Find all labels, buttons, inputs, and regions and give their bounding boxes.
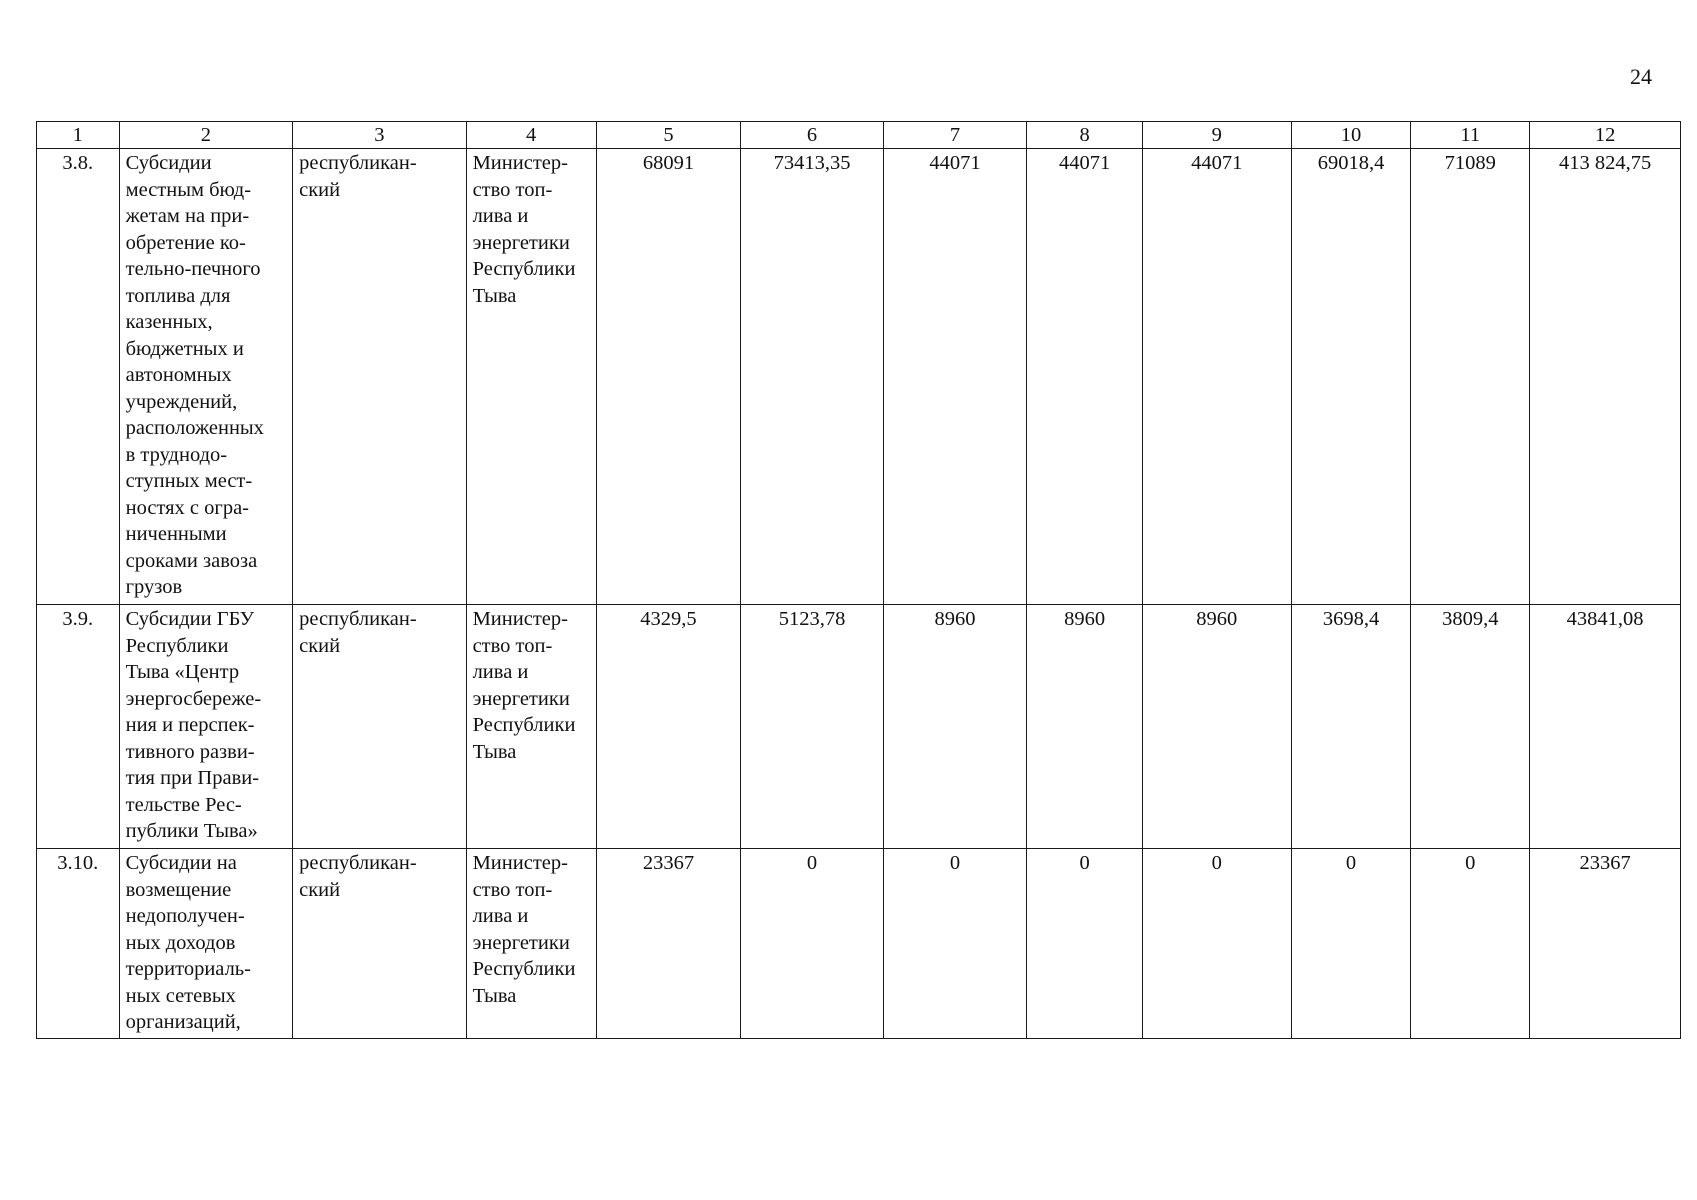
value-cell: 8960 xyxy=(1142,605,1291,849)
total-cell: 23367 xyxy=(1530,849,1681,1039)
header-row xyxy=(37,122,1681,149)
table-row xyxy=(37,149,1681,605)
column-header: 11 xyxy=(1411,122,1530,149)
row-index: 3.9. xyxy=(37,605,120,849)
value-cell: 3809,4 xyxy=(1411,605,1530,849)
value-cell: 8960 xyxy=(1027,605,1143,849)
value-cell: 69018,4 xyxy=(1291,149,1411,605)
value-cell: 44071 xyxy=(1142,149,1291,605)
column-header: 3 xyxy=(293,122,466,149)
value-cell: 5123,78 xyxy=(741,605,884,849)
total-cell: 413 824,75 xyxy=(1530,149,1681,605)
budget-source: республикан- ский xyxy=(293,149,466,605)
executor: Министер- ство топ- лива и энергетики Республики Тыва xyxy=(466,849,596,1039)
column-header: 4 xyxy=(466,122,596,149)
column-header: 6 xyxy=(741,122,884,149)
column-header: 1 xyxy=(37,122,120,149)
value-cell: 0 xyxy=(741,849,884,1039)
row-index: 3.8. xyxy=(37,149,120,605)
executor: Министер- ство топ- лива и энергетики Республики Тыва xyxy=(466,149,596,605)
measure-name: Субсидии ГБУ Республики Тыва «Центр энергосбереже- ния и перспек- тивного разви- тия при Прави- тельстве Рес- публики Тыва» xyxy=(119,605,292,849)
value-cell: 71089 xyxy=(1411,149,1530,605)
budget-table xyxy=(36,121,1681,1039)
value-cell: 4329,5 xyxy=(596,605,741,849)
column-header: 8 xyxy=(1027,122,1143,149)
total-cell: 43841,08 xyxy=(1530,605,1681,849)
value-cell: 68091 xyxy=(596,149,741,605)
value-cell: 44071 xyxy=(883,149,1027,605)
column-header: 10 xyxy=(1291,122,1411,149)
column-header: 5 xyxy=(596,122,741,149)
value-cell: 0 xyxy=(1142,849,1291,1039)
executor: Министер- ство топ- лива и энергетики Республики Тыва xyxy=(466,605,596,849)
value-cell: 8960 xyxy=(883,605,1027,849)
table-row xyxy=(37,849,1681,1039)
value-cell: 0 xyxy=(1027,849,1143,1039)
column-header: 7 xyxy=(883,122,1027,149)
value-cell: 0 xyxy=(883,849,1027,1039)
column-header: 9 xyxy=(1142,122,1291,149)
row-index: 3.10. xyxy=(37,849,120,1039)
value-cell: 0 xyxy=(1291,849,1411,1039)
page-number: 24 xyxy=(1630,64,1652,89)
value-cell: 0 xyxy=(1411,849,1530,1039)
measure-name: Субсидии на возмещение недополучен- ных доходов территориаль- ных сетевых организаций, xyxy=(119,849,292,1039)
table-row xyxy=(37,605,1681,849)
value-cell: 44071 xyxy=(1027,149,1143,605)
measure-name: Субсидии местным бюд- жетам на при- обретение ко- тельно-печного топлива для казенных, бюджетных и автономных учреждений, расположенных в труднодо- ступных мест- ностях с огра- ниченными сроками завоза грузов xyxy=(119,149,292,605)
value-cell: 23367 xyxy=(596,849,741,1039)
value-cell: 73413,35 xyxy=(741,149,884,605)
budget-source: республикан- ский xyxy=(293,605,466,849)
budget-source: республикан- ский xyxy=(293,849,466,1039)
value-cell: 3698,4 xyxy=(1291,605,1411,849)
column-header: 2 xyxy=(119,122,292,149)
column-header: 12 xyxy=(1530,122,1681,149)
